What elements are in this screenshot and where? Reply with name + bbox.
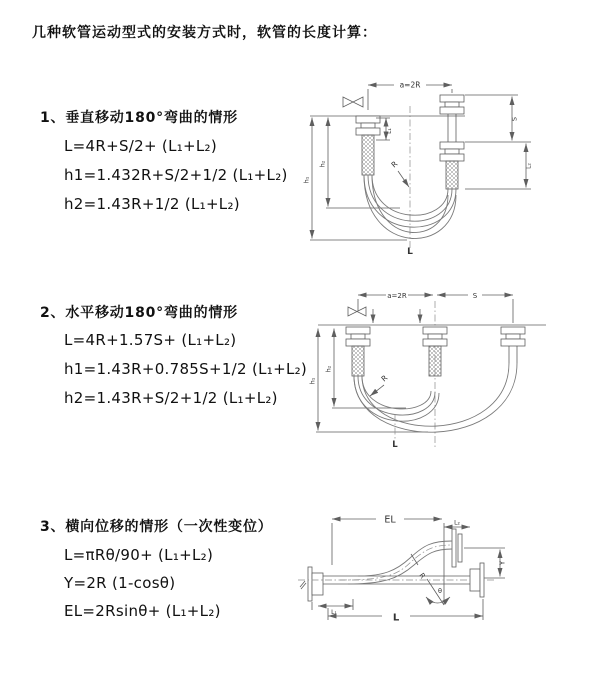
dim-label-l1: L₁	[386, 128, 393, 134]
angle-arc	[426, 597, 450, 603]
middle-fitting	[423, 327, 447, 376]
radius-label: R	[417, 571, 427, 581]
section-3-formula-1: L=πRθ/90+ (L₁+L₂)	[64, 546, 214, 564]
left-fitting	[356, 116, 380, 175]
dim-label-y: Y	[498, 560, 507, 566]
braid-section	[429, 346, 441, 376]
radius-leader	[370, 385, 384, 396]
dim-label-a2r: a=2R	[399, 80, 421, 90]
dim-label-el: EL	[384, 514, 396, 526]
dim-label-h2: h₂	[324, 365, 333, 373]
braid-section	[446, 161, 458, 189]
page-title: 几种软管运动型式的安装方式时，软管的长度计算：	[32, 25, 377, 41]
upper-flange	[452, 529, 462, 567]
right-fitting-lower	[440, 142, 464, 189]
section-2-formula-1: L=4R+1.57S+ (L₁+L₂)	[64, 331, 237, 349]
braid-section	[352, 346, 364, 376]
radius-leader	[398, 171, 409, 187]
dim-label-h2: h₂	[318, 160, 327, 168]
break-mark	[300, 581, 306, 589]
radius-label: R	[379, 373, 390, 384]
right-fitting	[501, 327, 525, 363]
dim-label-l2: L₂	[525, 163, 533, 169]
section-1-formula-2: h1=1.432R+S/2+1/2 (L₁+L₂)	[64, 166, 288, 184]
section-2-heading: 2、水平移动180°弯曲的情形	[40, 305, 238, 321]
radius-label: R	[389, 159, 400, 170]
diagram-lateral-displacement	[298, 503, 513, 648]
section-2-formula-3: h2=1.43R+S/2+1/2 (L₁+L₂)	[64, 389, 278, 407]
section-1-heading: 1、垂直移动180°弯曲的情形	[40, 110, 238, 126]
dim-label-l2: L₂	[454, 519, 460, 527]
length-label: L	[392, 612, 400, 624]
left-fitting	[346, 327, 370, 376]
section-1-formula-3: h2=1.43R+1/2 (L₁+L₂)	[64, 195, 240, 213]
section-1-formula-1: L=4R+S/2+ (L₁+L₂)	[64, 137, 218, 155]
length-label: L	[407, 247, 413, 257]
right-flange	[470, 563, 484, 597]
diagram-vertical-180-bend	[302, 70, 550, 258]
valve-icon	[348, 307, 366, 316]
dim-label-h1: h₁	[308, 377, 317, 385]
length-label: L	[392, 440, 398, 450]
dim-label-s: S	[510, 116, 519, 122]
right-fitting-upper	[440, 95, 464, 114]
valve-icon	[343, 97, 363, 107]
dim-label-h1: h₁	[302, 176, 311, 184]
angle-label: θ	[438, 587, 442, 595]
section-3-formula-3: EL=2Rsinθ+ (L₁+L₂)	[64, 602, 221, 620]
radius-line	[411, 554, 444, 605]
hose-curves	[340, 541, 452, 584]
dim-label-s: S	[472, 292, 478, 300]
dim-label-l1: L₁	[331, 609, 337, 616]
left-flange	[300, 567, 323, 601]
braid-section	[362, 135, 374, 175]
section-3-heading: 3、横向位移的情形（一次性变位）	[40, 519, 273, 535]
dim-label-a2r: a=2R	[387, 292, 407, 300]
section-2-formula-2: h1=1.43R+0.785S+1/2 (L₁+L₂)	[64, 360, 308, 378]
section-3-formula-2: Y=2R (1-cosθ)	[64, 574, 176, 592]
diagram-horizontal-180-bend	[308, 281, 560, 459]
